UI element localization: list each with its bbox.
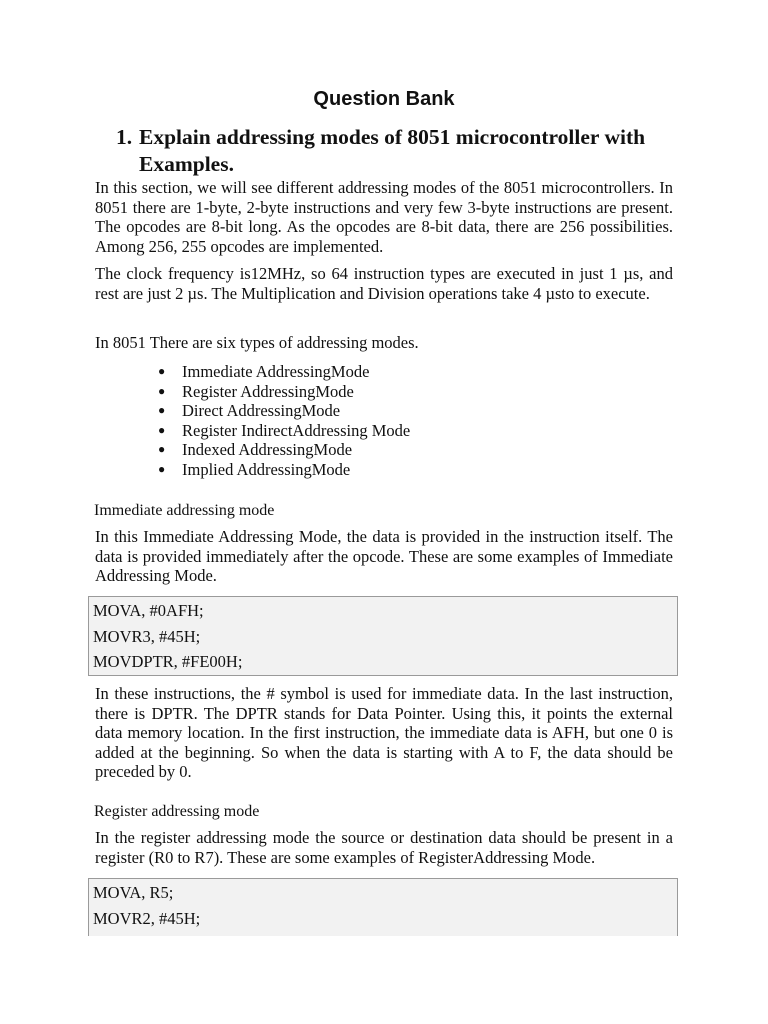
list-item xyxy=(155,382,410,402)
list-item xyxy=(155,421,410,441)
bullet-icon: ● xyxy=(158,364,166,378)
list-item-label: Immediate AddressingMode xyxy=(182,362,370,381)
code-line: MOVR3, #45H; xyxy=(93,626,201,646)
list-item-label: Direct AddressingMode xyxy=(182,401,341,421)
bullet-icon: ● xyxy=(158,383,166,398)
immediate-mode-heading: Immediate addressing mode xyxy=(94,502,275,519)
immediate-mode-paragraph: In this Immediate Addressing Mode, the data is provided in the instruction itself. The data is provided immediately after the opcode. These are some examples of Immediate Addressing Mode. xyxy=(95,527,673,585)
code-line: MOVA, #0AFH; xyxy=(93,601,204,620)
list-item xyxy=(155,401,410,421)
list-item-label: Implied AddressingMode xyxy=(182,459,351,479)
list-item xyxy=(155,460,410,480)
question-number: 1. xyxy=(116,125,133,149)
code-line: MOVDPTR, #FE00H; xyxy=(93,652,243,671)
question-heading xyxy=(116,124,676,178)
clock-paragraph: The clock frequency is12MHz, so 64 instruction types are executed in just 1 µs, and rest are just 2 µs. The Multiplication and Division operations take 4 µsto to execute. xyxy=(95,264,673,303)
bullet-icon: ● xyxy=(158,422,166,437)
modes-intro-paragraph: In 8051 There are six types of addressing modes. xyxy=(95,333,419,352)
list-item-label: Register AddressingMode xyxy=(182,381,354,401)
code-line: MOVA, R5; xyxy=(93,883,174,902)
bullet-icon: ● xyxy=(158,403,166,418)
addressing-modes-list xyxy=(155,362,410,480)
register-mode-heading: Register addressing mode xyxy=(94,803,260,820)
code-line: MOVR2, #45H; xyxy=(93,908,201,928)
immediate-code-block xyxy=(88,596,678,676)
list-item-label: Indexed AddressingMode xyxy=(182,440,353,460)
register-mode-paragraph: In the register addressing mode the source or destination data should be present in a register (R0 to R7). These are some examples of RegisterAddressing Mode. xyxy=(95,828,673,867)
intro-paragraph: In this section, we will see different addressing modes of the 8051 microcontrollers. In 8051 there are 1-byte, 2-byte instructions and very few 3-byte instructions are present. The opcodes are 8-bit long. As the opcodes are 8-bit data, there are 256 possibilities. Among 256, 255 opcodes are implemented. xyxy=(95,178,673,256)
bullet-icon: ● xyxy=(158,461,166,476)
immediate-explanation-paragraph: In these instructions, the # symbol is used for immediate data. In the last instruction, there is DPTR. The DPTR stands for Data Pointer. Using this, it points the external data memory location. In the first instruction, the immediate data is AFH, but one 0 is added at the beginning. So when the data is starting with A to F, the data should be preceded by 0. xyxy=(95,684,673,781)
document-title: Question Bank xyxy=(313,88,455,110)
bullet-icon: ● xyxy=(158,442,166,457)
list-item xyxy=(155,440,410,460)
list-item xyxy=(155,362,410,382)
list-item-label: Register IndirectAddressing Mode xyxy=(182,420,411,440)
question-text: Explain addressing modes of 8051 microcontroller with Examples. xyxy=(139,125,646,176)
register-code-block xyxy=(88,878,678,936)
